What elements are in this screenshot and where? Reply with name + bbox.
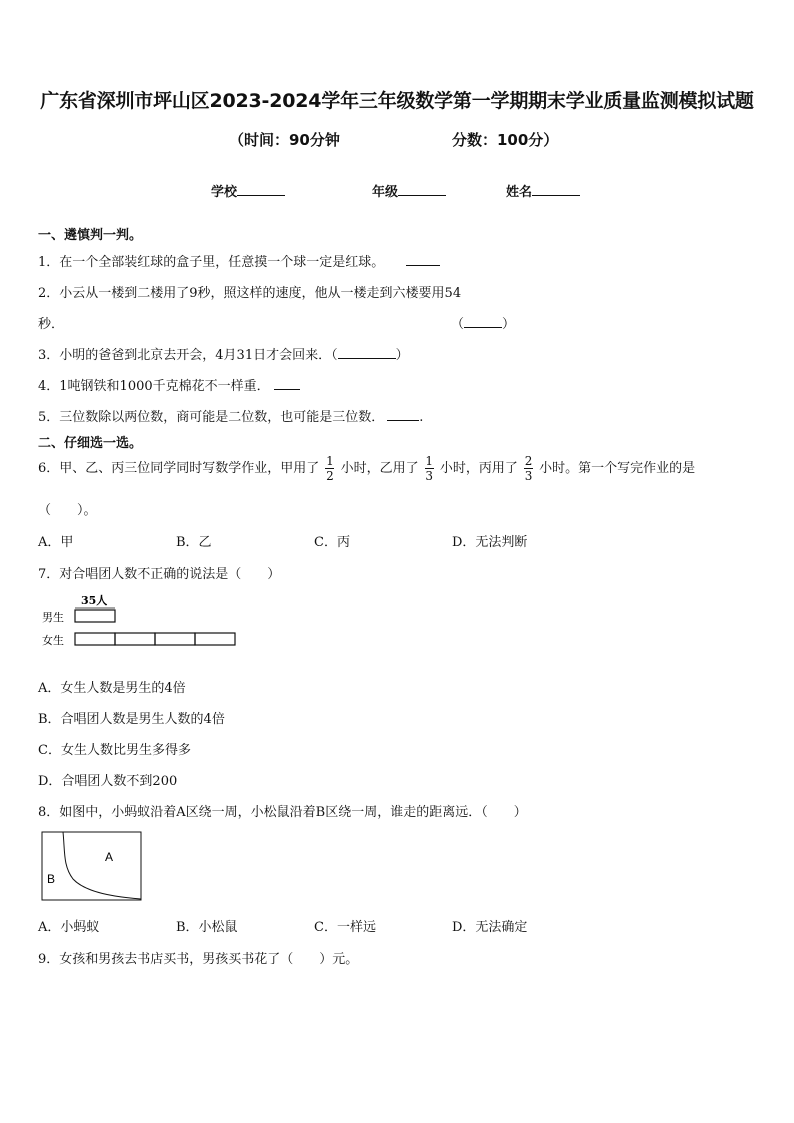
question-9: 9．女孩和男孩去书店买书，男孩买书花了（ ）元。 [38, 952, 359, 967]
fraction-2-3: $\frac{2}{3}$ [524, 454, 533, 483]
score-label: 分数：100分） [452, 131, 559, 149]
grade-label: 年级 [372, 185, 399, 200]
answer-blank-3 [338, 358, 396, 359]
exam-title: 广东省深圳市坪山区2023-2024学年三年级数学第一学期期末学业质量监测模拟试题 [40, 90, 754, 112]
q7-boys-segment [75, 610, 115, 622]
q8-option-c[interactable]: C．一样远 [314, 920, 376, 935]
q8-option-d[interactable]: D．无法确定 [452, 920, 528, 935]
q7-option-a[interactable]: A．女生人数是男生的4倍 [38, 681, 186, 696]
answer-blank-5 [387, 420, 419, 421]
q7-girls-label: 女生 [42, 634, 64, 647]
school-field [211, 181, 285, 200]
question-2-line1: 2．小云从一楼到二楼用了9秒，照这样的速度，他从一楼走到六楼要用54 [38, 286, 462, 301]
q7-girls-segment [75, 633, 115, 645]
question-8: 8．如图中，小蚂蚁沿着A区绕一周，小松鼠沿着B区绕一周，谁走的距离远．（ ） [38, 805, 527, 820]
q8-label-b: B [47, 872, 56, 886]
fraction-1-2: $\frac{1}{2}$ [326, 454, 334, 483]
q6-option-d[interactable]: D．无法判断 [452, 535, 528, 550]
q6-option-c[interactable]: C．丙 [314, 535, 350, 550]
section1-heading: 一、遴慎判一判。 [38, 228, 143, 243]
q7-girls-bar [75, 633, 235, 645]
q7-girls-segment [115, 633, 155, 645]
question-6: 6．甲、乙、丙三位同学同时写数学作业，甲用了 $\frac{1}{2}$ 小时，乙用了 $\frac{1}{3}$ 小时，丙用了 $\frac{2}{3}$ 小时。第一个写完作业的是 [38, 454, 696, 483]
q7-bar-diagram [40, 592, 250, 652]
q7-count-label: 35人 [81, 594, 108, 607]
school-label: 学校 [211, 185, 238, 200]
q7-boys-bar [75, 610, 115, 622]
question-2-line2: 秒． [38, 317, 65, 332]
answer-blank-4 [274, 389, 300, 390]
answer-blank-2 [464, 327, 502, 328]
q8-label-a: A [105, 850, 114, 864]
q8-option-b[interactable]: B．小松鼠 [176, 920, 238, 935]
name-blank [532, 195, 580, 196]
name-field [506, 181, 580, 200]
grade-field [372, 181, 446, 200]
q7-option-d[interactable]: D．合唱团人数不到200 [38, 774, 178, 789]
section2-heading: 二、仔细选一选。 [38, 436, 143, 451]
question-4: 4．1吨钢铁和1000千克棉花不一样重． [38, 375, 300, 394]
question-5: 5．三位数除以两位数，商可能是二位数，也可能是三位数． . [38, 410, 424, 425]
school-blank [237, 195, 285, 196]
name-label: 姓名 [506, 185, 533, 200]
question-1: 1．在一个全部装红球的盒子里，任意摸一个球一定是红球。 [38, 251, 440, 270]
q7-girls-segment [155, 633, 195, 645]
question-6-paren: （ ）。 [38, 503, 97, 518]
q8-dividing-curve [63, 832, 141, 899]
q6-option-b[interactable]: B．乙 [176, 535, 212, 550]
answer-paren-2: （ ） [451, 317, 516, 332]
grade-blank [398, 195, 446, 196]
q7-option-b[interactable]: B．合唱团人数是男生人数的4倍 [38, 712, 225, 727]
time-label: （时间：90分钟 [229, 131, 340, 149]
q7-boys-label: 男生 [42, 611, 64, 624]
q7-girls-segment [195, 633, 235, 645]
question-3: 3．小明的爸爸到北京去开会，4月31日才会回来．（ ） [38, 348, 409, 363]
q6-option-a[interactable]: A．甲 [38, 535, 74, 550]
q7-option-c[interactable]: C．女生人数比男生多得多 [38, 743, 191, 758]
fraction-1-3: $\frac{1}{3}$ [425, 454, 434, 483]
q8-region-diagram [41, 831, 147, 903]
question-7: 7．对合唱团人数不正确的说法是（ ） [38, 567, 281, 582]
answer-blank-1 [406, 265, 440, 266]
q8-option-a[interactable]: A．小蚂蚁 [38, 920, 100, 935]
